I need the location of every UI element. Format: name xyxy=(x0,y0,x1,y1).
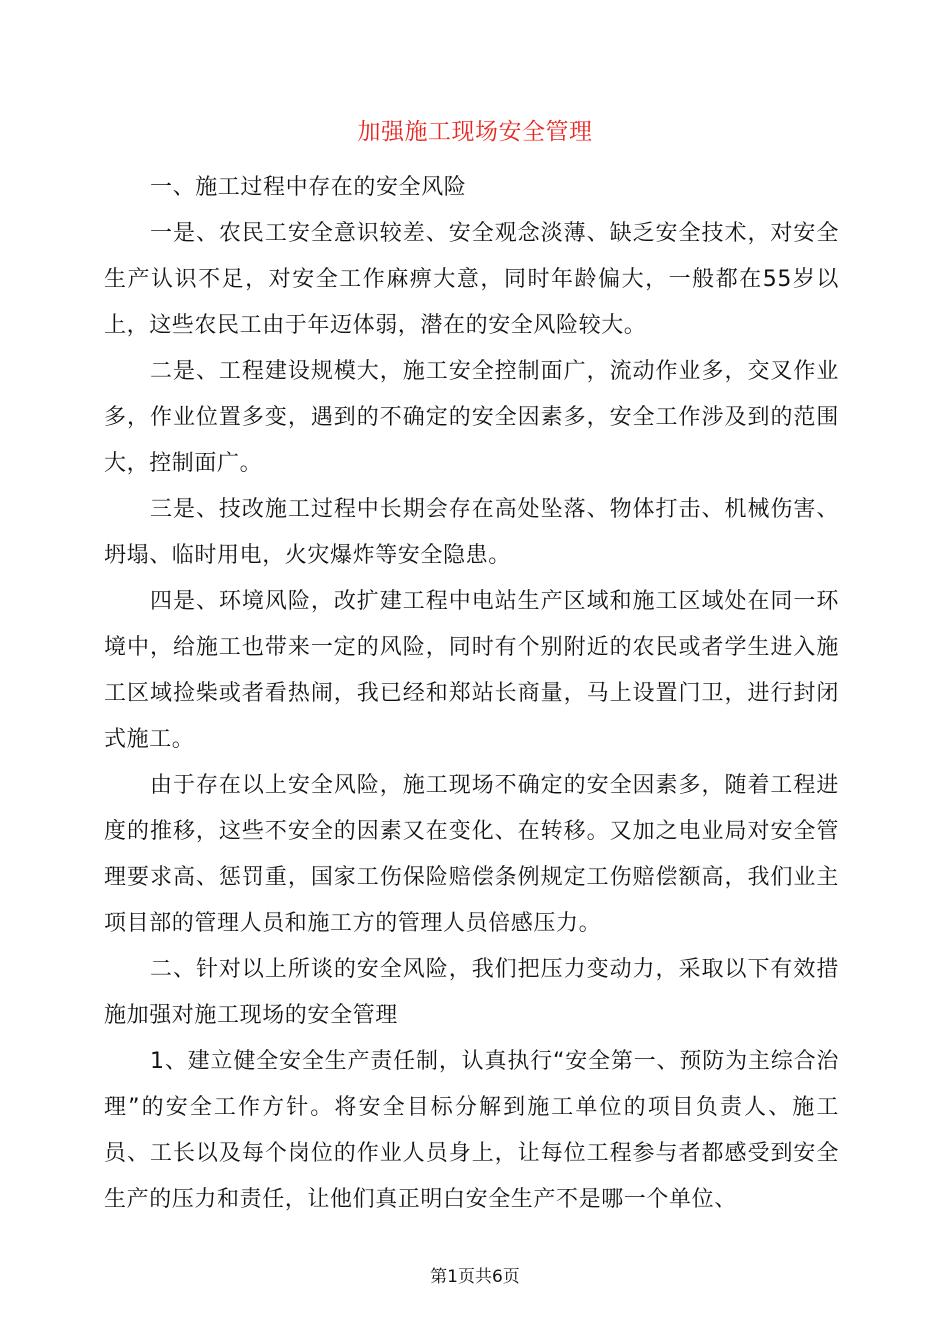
section-heading-1: 一、施工过程中存在的安全风险 xyxy=(150,175,467,200)
paragraph-risk-3: 三是、技改施工过程中长期会存在高处坠落、物体打击、机械伤害、坍塌、临时用电，火灾爆炸等安全隐患。 xyxy=(104,497,839,568)
paragraph-risk-2: 二是、工程建设规模大，施工安全控制面广，流动作业多，交叉作业多，作业位置多变，遇到的不确定的安全因素多，安全工作涉及到的范围大，控制面广。 xyxy=(104,359,839,476)
paragraph-summary: 由于存在以上安全风险，施工现场不确定的安全因素多，随着工程进度的推移，这些不安全的因素又在变化、在转移。又加之电业局对安全管理要求高、惩罚重，国家工伤保险赔偿条例规定工伤赔偿额高，我们业主项目部的管理人员和施工方的管理人员倍感压力。 xyxy=(104,773,839,936)
document-title: 加强施工现场安全管理 xyxy=(357,119,593,145)
page-footer: 第1页共6页 xyxy=(430,1267,520,1287)
paragraph-risk-1: 一是、农民工安全意识较差、安全观念淡薄、缺乏安全技术，对安全生产认识不足，对安全工作麻痹大意，同时年龄偏大，一般都在55岁以上，这些农民工由于年迈体弱，潜在的安全风险较大。 xyxy=(104,221,839,338)
paragraph-measure-1: 1、建立健全安全生产责任制，认真执行“安全第一、预防为主综合治理”的安全工作方针。将安全目标分解到施工单位的项目负责人、施工员、工长以及每个岗位的作业人员身上，让每位工程参与者都感受到安全生产的压力和责任，让他们真正明白安全生产不是哪一个单位、 xyxy=(104,1049,839,1212)
section-heading-2: 二、针对以上所谈的安全风险，我们把压力变动力，采取以下有效措施加强对施工现场的安全管理 xyxy=(104,957,839,1028)
document-body xyxy=(104,165,839,1223)
paragraph-risk-4: 四是、环境风险，改扩建工程中电站生产区域和施工区域处在同一环境中，给施工也带来一定的风险，同时有个别附近的农民或者学生进入施工区域捡柴或者看热闹，我已经和郑站长商量，马上设置门卫，进行封闭式施工。 xyxy=(104,589,839,752)
